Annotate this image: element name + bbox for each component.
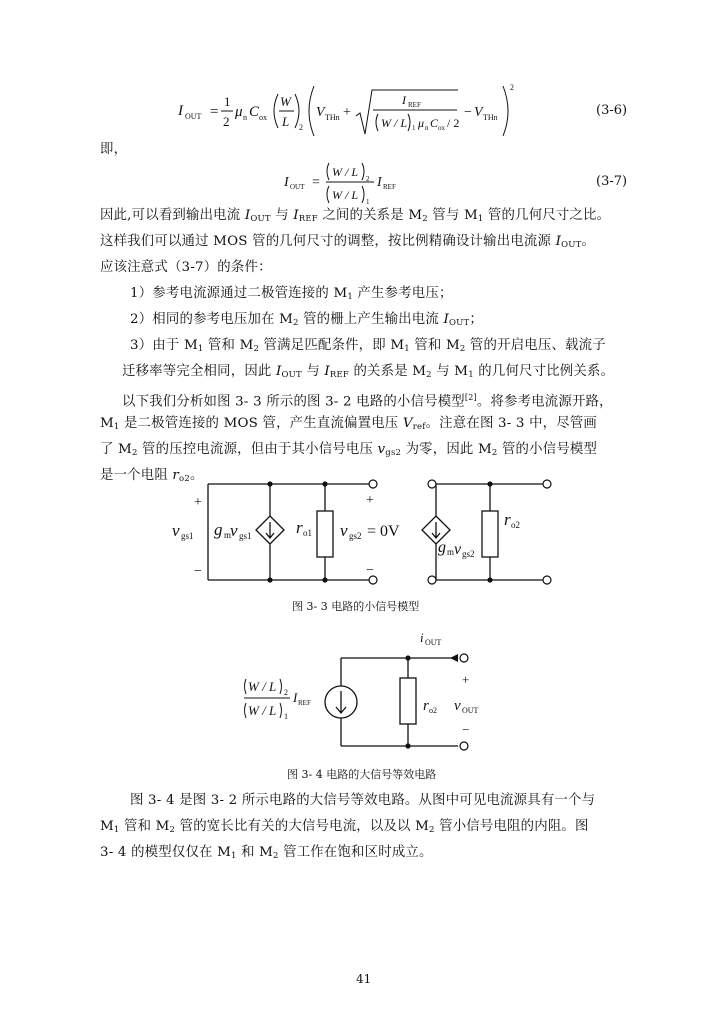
equation-3-7-label: (3-7) [596,174,628,189]
svg-text:−: − [464,105,472,120]
svg-text:W / L: W / L [332,165,359,179]
svg-text:v: v [340,521,348,540]
svg-text:gs2: gs2 [462,549,475,559]
svg-text:o2: o2 [511,520,520,530]
paragraph-line-9: $M_1$ 管和 $M_2$ 管的宽长比有关的大信号电流，以及以 $M_2$ 管小信号电阻的内阻。图 [100,819,589,835]
list-item-1: 1）参考电流源通过二极管连接的 $M_1$ 产生参考电压； [130,286,453,302]
svg-text:2: 2 [366,175,370,183]
svg-text:r: r [296,518,303,537]
svg-text:m: m [224,530,232,540]
figure-3-4-circuit [236,628,496,756]
svg-text:1: 1 [224,94,231,109]
svg-text:g: g [438,539,446,556]
svg-text:v: v [454,698,461,714]
svg-text:o2: o2 [429,706,437,715]
svg-text:REF: REF [298,699,311,707]
list-item-2: 2）相同的参考电压加在 $M_2$ 管的栅上产生输出电流 $I_{OUT}$； [130,312,483,328]
list-item-3: 3）由于 $M_1$ 管和 $M_2$ 管满足匹配条件，即 $M_1$ 管和 $M_2$ 管的开启电压、载流子 [130,338,606,354]
paragraph-line-8: 图 3- 4 是图 3- 2 所示电路的大信号等效电路。从图中可见电流源具有一个与 [130,793,596,808]
svg-text:v: v [230,521,238,540]
svg-text:W: W [280,94,291,109]
list-item-3-cont: 迁移率等完全相同，因此 $I_{OUT}$ 与 $I_{REF}$ 的关系是 $M_2$ 与 $M_1$ 的几何尺寸比例关系。 [122,364,615,380]
svg-text:gs1: gs1 [181,531,194,541]
svg-text:1: 1 [412,124,416,132]
fig33-minus-left: − [194,564,202,579]
paragraph-line-6: 了 $M_2$ 管的压控电流源，但由于其小信号电压 $v_{gs2}$ 为零，因此 $M_2$ 管的小信号模型 [100,442,598,458]
svg-text:REF: REF [383,183,396,191]
svg-text:OUT: OUT [185,112,202,121]
fig33-minus-mid: − [366,563,374,578]
equation-3-6-label: (3-6) [596,103,628,118]
fig34-minus: − [462,722,470,737]
svg-text:V: V [316,105,325,120]
svg-text:n: n [243,113,247,122]
svg-text:REF: REF [408,101,421,109]
svg-text:+: + [343,105,351,120]
svg-text:μ: μ [418,116,425,130]
svg-text:OUT: OUT [462,706,479,715]
svg-text:I: I [284,175,289,190]
svg-text:ox: ox [438,124,445,132]
svg-text:W / L: W / L [248,679,277,694]
svg-text:=: = [210,104,219,120]
svg-text:g: g [214,520,223,539]
paragraph-line-3: 应该注意式（3-7）的条件： [100,260,272,275]
eq36-iout: I [178,103,183,119]
svg-text:W / L: W / L [332,188,359,202]
svg-text:=: = [312,175,320,190]
svg-text:n: n [425,124,429,132]
svg-text:μ: μ [235,104,243,120]
paragraph-line-4: 以下我们分析如图 3- 3 所示的图 3- 2 电路的小信号模型[2]。将参考电流源开路， [122,393,613,410]
svg-text:/ 2: / 2 [447,116,460,130]
svg-text:gs2: gs2 [349,531,362,541]
figure-3-3-caption: 图 3- 3 电路的小信号模型 [292,600,420,613]
svg-text:i: i [420,630,424,645]
svg-text:1: 1 [284,712,288,721]
text-ji: 即， [100,142,128,157]
svg-text:ox: ox [259,113,267,122]
svg-text:1: 1 [366,198,370,206]
svg-text:OUT: OUT [425,638,442,647]
fig33-plus-left: + [194,495,202,510]
svg-text:L: L [282,114,290,129]
svg-text:2: 2 [510,83,514,92]
figure-3-4-caption: 图 3- 4 电路的大信号等效电路 [287,768,437,781]
svg-text:r: r [504,510,511,529]
paragraph-line-7: 是一个电阻 $r_{o2}$。 [100,468,204,484]
svg-text:2: 2 [223,114,230,129]
svg-text:C: C [430,116,439,130]
svg-text:V: V [474,105,483,120]
paragraph-line-1: 因此,可以看到输出电流 $I_{OUT}$ 与 $I_{REF}$ 之间的关系是 $M_2$ 管与 $M_1$ 管的几何尺寸之比。 [100,208,611,224]
svg-text:I: I [377,175,382,190]
svg-text:OUT: OUT [290,183,305,191]
fig33-plus-mid: + [366,493,374,508]
svg-text:r: r [423,698,429,714]
svg-text:2: 2 [284,688,288,697]
figure-3-3-circuit [170,478,560,590]
svg-text:C: C [249,104,260,120]
svg-text:W / L: W / L [248,703,277,718]
paragraph-line-2: 这样我们可以通过 MOS 管的几何尺寸的调整，按比例精确设计输出电流源 $I_{OUT}$。 [100,234,596,250]
svg-text:2: 2 [299,123,303,132]
svg-text:W / L: W / L [381,116,408,130]
page-number: 41 [356,972,372,986]
paragraph-line-5: $M_1$ 是二极管连接的 MOS 管，产生直流偏置电压 $V_{ref}$。注意在图 3- 3 中，尽管画 [100,416,598,432]
svg-text:THn: THn [325,113,340,122]
equation-3-7 [280,158,410,208]
paragraph-line-10: 3- 4 的模型仅仅在 $M_1$ 和 $M_2$ 管工作在饱和区时成立。 [100,845,433,861]
fig34-plus: + [462,672,470,687]
svg-text:THn: THn [483,113,498,122]
svg-text:v: v [454,541,462,558]
equation-3-6 [160,80,560,142]
svg-text:o1: o1 [303,528,312,538]
svg-text:I: I [402,93,406,107]
svg-text:m: m [447,547,455,557]
svg-text:I: I [293,690,298,705]
svg-text:v: v [172,521,180,540]
svg-text:= 0V: = 0V [367,523,400,540]
svg-text:gs1: gs1 [239,531,252,541]
